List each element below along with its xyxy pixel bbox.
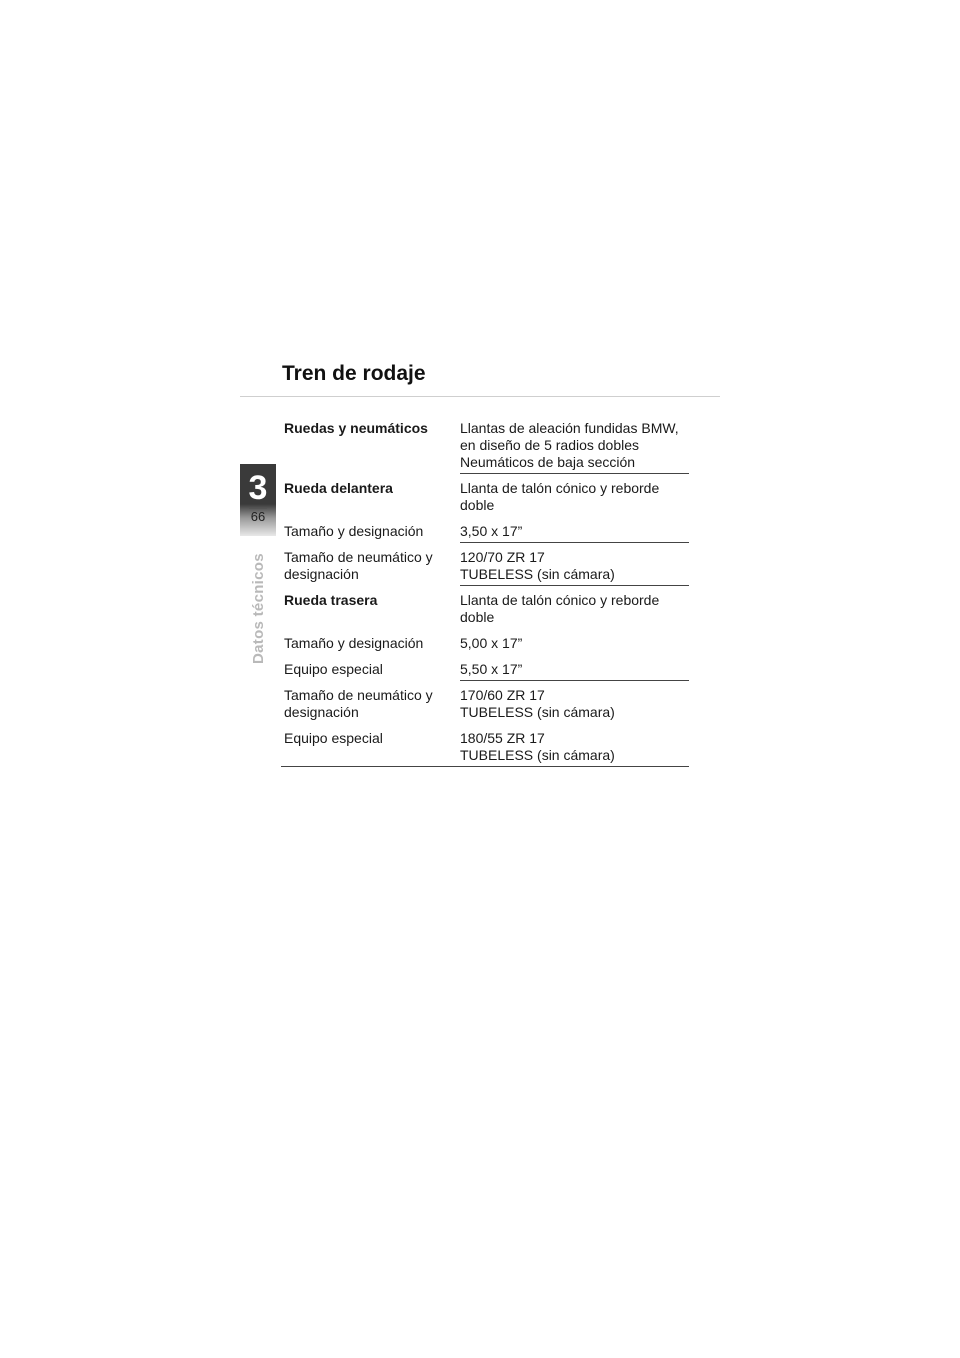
spec-label: Tamaño de neumático y designación — [284, 549, 433, 582]
section-side-label-text: Datos técnicos — [250, 553, 267, 664]
spec-value: 3,50 x 17” — [460, 523, 523, 539]
spec-label: Ruedas y neumáticos — [284, 420, 428, 436]
spec-value: Llanta de talón cónico y reborde doble — [460, 480, 660, 513]
page-title: Tren de rodaje — [282, 362, 426, 385]
spec-value: 5,50 x 17” — [460, 661, 523, 677]
chapter-number: 3 — [248, 469, 268, 507]
spec-row — [281, 418, 689, 474]
spec-value: 180/55 ZR 17 TUBELESS (sin cámara) — [460, 730, 615, 763]
spec-label: Equipo especial — [284, 730, 383, 746]
spec-label: Tamaño y designación — [284, 523, 424, 539]
spec-value: Llanta de talón cónico y reborde doble — [460, 592, 660, 625]
chapter-tab — [240, 464, 276, 536]
spec-value: 120/70 ZR 17 TUBELESS (sin cámara) — [460, 549, 615, 582]
spec-row — [281, 590, 689, 629]
spec-value: Llantas de aleación fundidas BMW, en diseño de 5 radios dobles Neumáticos de baja sección — [460, 420, 679, 470]
spec-label: Tamaño y designación — [284, 635, 424, 651]
spec-row — [281, 478, 689, 517]
page-number: 66 — [250, 509, 266, 524]
spec-value: 170/60 ZR 17 TUBELESS (sin cámara) — [460, 687, 615, 720]
spec-row — [281, 728, 689, 767]
spec-label: Equipo especial — [284, 661, 383, 677]
spec-row — [281, 547, 689, 586]
spec-row — [281, 659, 689, 681]
spec-row — [281, 685, 689, 724]
specs-table — [281, 418, 689, 767]
spec-label: Rueda delantera — [284, 480, 393, 496]
spec-label: Rueda trasera — [284, 592, 378, 608]
spec-label: Tamaño de neumático y designación — [284, 687, 433, 720]
title-divider — [240, 396, 720, 397]
spec-value: 5,00 x 17” — [460, 635, 523, 651]
spec-row — [281, 633, 689, 655]
spec-row — [281, 521, 689, 543]
